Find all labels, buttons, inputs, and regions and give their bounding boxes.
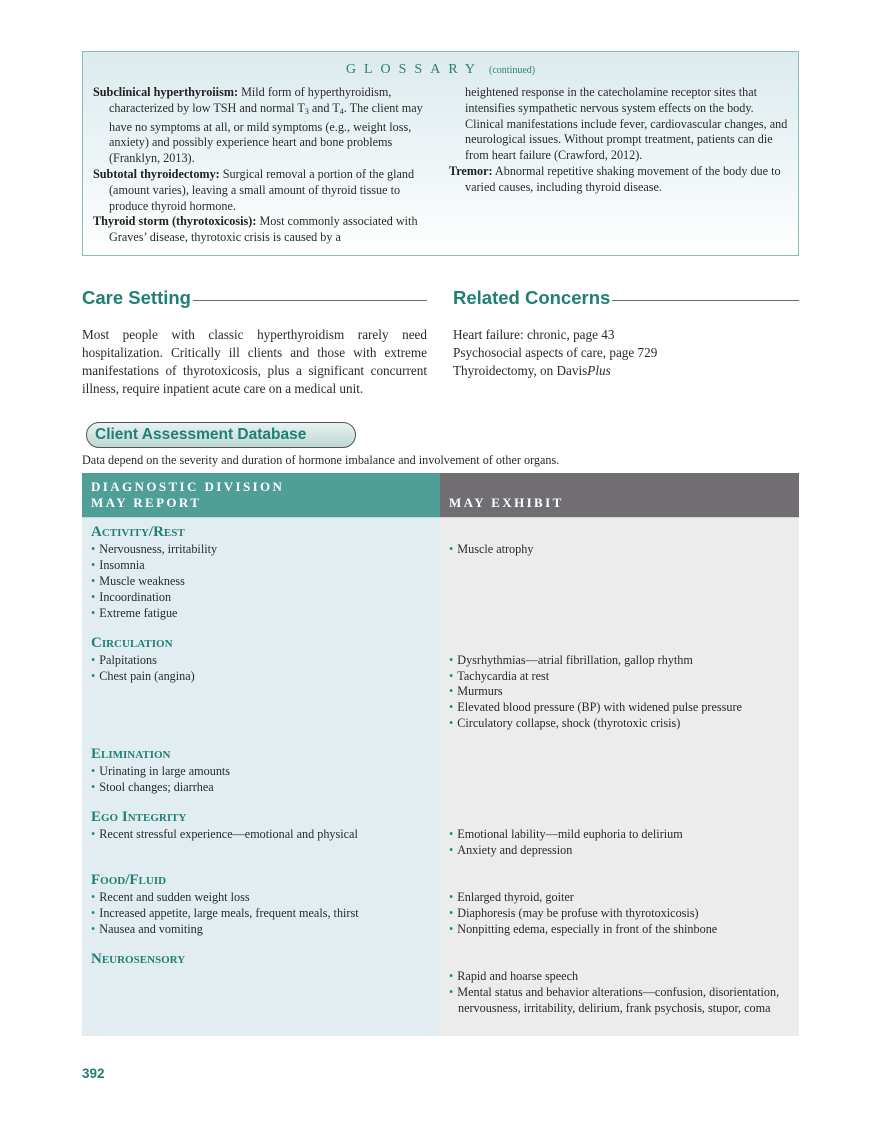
related-concerns-title: Related Concerns [453, 287, 611, 308]
page-number: 392 [82, 1066, 105, 1081]
bullet-icon: • [91, 764, 96, 778]
report-item [91, 905, 359, 921]
report-item-text: Palpitations [99, 653, 157, 667]
glossary-continued-label: (continued) [489, 65, 536, 76]
bullet-icon: • [91, 558, 96, 572]
glossary-box [82, 51, 799, 256]
exhibit-item-text: Enlarged thyroid, goiter [457, 890, 574, 904]
glossary-term: Tremor: [449, 163, 493, 178]
report-item-text: Nausea and vomiting [99, 922, 203, 936]
bullet-icon: • [91, 906, 96, 920]
header-may-report-label: MAY REPORT [91, 495, 202, 510]
glossary-definition: Abnormal repetitive shaking movement of the body due to varied causes, including thyroid disease. [465, 163, 781, 194]
bullet-icon: • [91, 542, 96, 556]
related-concern-italic: Plus [587, 363, 611, 378]
bullet-icon: • [449, 843, 454, 857]
report-item-text: Stool changes; diarrhea [99, 780, 214, 794]
glossary-term: Subclinical hyperthyroiism: [93, 85, 239, 99]
bullet-icon: • [91, 653, 96, 667]
glossary-title [83, 62, 798, 78]
glossary-definition: Most commonly associated with Graves’ disease, thyrotoxic crisis is caused by a [109, 214, 418, 245]
subscript: 4 [339, 106, 344, 116]
exhibit-item [449, 541, 533, 557]
heading-rule [612, 300, 799, 301]
exhibit-item [449, 699, 742, 715]
exhibit-item-text: Muscle atrophy [457, 542, 534, 556]
category-neurosensory: Neurosensory [91, 951, 186, 967]
report-item-text: Increased appetite, large meals, frequent meals, thirst [99, 906, 359, 920]
bullet-icon: • [449, 969, 454, 983]
exhibit-item-text: Rapid and hoarse speech [457, 969, 579, 983]
exhibit-item [449, 889, 574, 905]
cad-note: Data depend on the severity and duration of hormone imbalance and involvement of other organs. [82, 453, 560, 467]
glossary-definition: . The client may have no symptoms at all, or mild symptoms (e.g., weight loss, anxiety) and possibly experience heart and bone problems (Franklyn, 2013). [109, 100, 423, 166]
bullet-icon: • [91, 827, 96, 841]
exhibit-item [449, 668, 549, 684]
exhibit-item [449, 968, 578, 984]
report-item [91, 557, 145, 573]
exhibit-item-text: Elevated blood pressure (BP) with widened pulse pressure [457, 700, 742, 714]
glossary-entry [93, 85, 435, 167]
glossary-term: Subtotal thyroidectomy: [93, 166, 220, 181]
glossary-entry [93, 167, 435, 214]
report-item-text: Recent stressful experience—emotional and physical [99, 827, 358, 841]
may-exhibit-column [440, 517, 799, 1036]
exhibit-item-text: Dysrhythmias—atrial fibrillation, gallop rhythm [457, 653, 693, 667]
subscript: 3 [304, 106, 309, 116]
report-item [91, 779, 214, 795]
category-food-fluid: Food/Fluid [91, 872, 167, 888]
report-item-text: Incoordination [99, 590, 172, 604]
exhibit-item-text: Murmurs [457, 684, 503, 698]
glossary-definition: Surgical removal a portion of the gland (amount varies), leaving a small amount of thyroid tissue to produce thyroid hormone. [109, 166, 415, 213]
exhibit-item [449, 984, 789, 1016]
exhibit-item [449, 842, 572, 858]
exhibit-item-text: Mental status and behavior alterations—confusion, disorientation, nervousness, irritability, delirium, frank psychosis, stupor, coma [457, 985, 780, 1015]
glossary-left-column [93, 85, 435, 246]
report-item [91, 763, 230, 779]
assessment-table [82, 473, 799, 1036]
bullet-icon: • [449, 985, 454, 999]
glossary-entry-continuation [449, 85, 794, 164]
related-concern-link[interactable]: Psychosocial aspects of care, page 729 [453, 345, 658, 360]
exhibit-item-text: Diaphoresis (may be profuse with thyrotoxicosis) [457, 906, 699, 920]
bullet-icon: • [449, 890, 454, 904]
glossary-term: Thyroid storm (thyrotoxicosis): [93, 214, 257, 229]
exhibit-item-text: Nonpitting edema, especially in front of the shinbone [457, 922, 718, 936]
report-item [91, 652, 157, 668]
report-item [91, 668, 195, 684]
category-circulation: Circulation [91, 635, 173, 651]
bullet-icon: • [449, 542, 454, 556]
bullet-icon: • [449, 700, 454, 714]
header-may-report [82, 473, 440, 517]
glossary-definition: heightened response in the catecholamine receptor sites that intensifies sympathetic nervous system effects on the body. Clinical manifestations include fever, cardiovascular changes, and neurological issues. Without prompt treatment, patients can die from heart failure (Crawford, 2012). [465, 85, 788, 163]
related-concerns-heading [453, 287, 799, 309]
exhibit-item [449, 683, 503, 699]
care-setting-body: Most people with classic hyperthyroidism rarely need hospitalization. Critically ill clients and those with extreme manifestations of thyrotoxicosis, plus a significant concurrent illness, require inpatient acute care on a medical unit. [82, 327, 427, 396]
bullet-icon: • [91, 669, 96, 683]
bullet-icon: • [449, 922, 454, 936]
exhibit-item [449, 905, 699, 921]
care-setting-title: Care Setting [82, 287, 191, 308]
bullet-icon: • [91, 780, 96, 794]
report-item-text: Urinating in large amounts [99, 764, 231, 778]
exhibit-item [449, 921, 717, 937]
exhibit-item [449, 715, 680, 731]
category-ego-integrity: Ego Integrity [91, 809, 187, 825]
report-item [91, 589, 171, 605]
exhibit-item-text: Emotional lability—mild euphoria to delirium [457, 827, 683, 841]
report-item [91, 573, 185, 589]
bullet-icon: • [91, 922, 96, 936]
glossary-title-text: GLOSSARY [345, 62, 484, 77]
bullet-icon: • [91, 890, 96, 904]
related-concerns-list [453, 326, 799, 380]
related-concern-link[interactable] [453, 362, 799, 380]
bullet-icon: • [449, 906, 454, 920]
exhibit-item-text: Tachycardia at rest [457, 669, 550, 683]
report-item [91, 605, 177, 621]
report-item [91, 541, 217, 557]
client-assessment-database-label: Client Assessment Database [86, 422, 356, 448]
bullet-icon: • [449, 684, 454, 698]
exhibit-item [449, 652, 693, 668]
exhibit-item-text: Anxiety and depression [457, 843, 573, 857]
report-item-text: Nervousness, irritability [99, 542, 218, 556]
category-activity-rest: Activity/Rest [91, 524, 185, 540]
bullet-icon: • [91, 606, 96, 620]
glossary-definition: and T [308, 100, 340, 115]
header-may-exhibit: MAY EXHIBIT [440, 473, 799, 517]
glossary-right-column [449, 85, 794, 196]
bullet-icon: • [91, 590, 96, 604]
report-item [91, 889, 250, 905]
bullet-icon: • [449, 653, 454, 667]
report-item-text: Extreme fatigue [99, 606, 178, 620]
header-diagnostic-division: DIAGNOSTIC DIVISION [91, 479, 285, 494]
report-item-text: Muscle weakness [99, 574, 185, 588]
report-item-text: Recent and sudden weight loss [99, 890, 250, 904]
glossary-entry [449, 164, 794, 196]
category-elimination: Elimination [91, 746, 171, 762]
exhibit-item-text: Circulatory collapse, shock (thyrotoxic crisis) [457, 716, 681, 730]
report-item-text: Insomnia [99, 558, 145, 572]
bullet-icon: • [449, 669, 454, 683]
exhibit-item [449, 826, 683, 842]
report-item [91, 921, 203, 937]
care-setting-heading [82, 287, 427, 309]
bullet-icon: • [449, 827, 454, 841]
related-concern-text: Thyroidectomy, on Davis [453, 363, 588, 378]
heading-rule [193, 300, 427, 301]
glossary-definition: Mild form of hyperthyroidism, characterized by low TSH and normal T [109, 85, 392, 115]
related-concern-link[interactable]: Heart failure: chronic, page 43 [453, 327, 615, 342]
bullet-icon: • [91, 574, 96, 588]
report-item-text: Chest pain (angina) [99, 669, 195, 683]
bullet-icon: • [449, 716, 454, 730]
glossary-entry [93, 214, 435, 246]
report-item [91, 826, 358, 842]
